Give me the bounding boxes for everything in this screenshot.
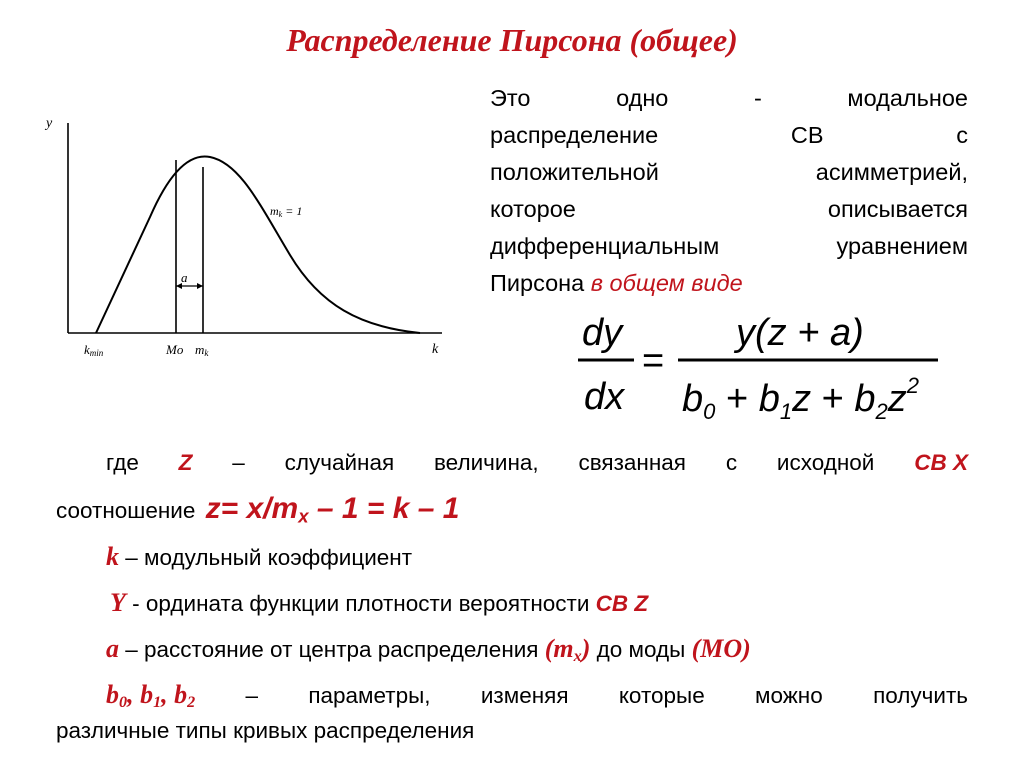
distribution-graph [40, 105, 460, 375]
description-word: СВ [790, 122, 824, 148]
description-word: распределение [490, 122, 659, 148]
description-line [490, 191, 968, 228]
mk-label: mk [195, 342, 209, 358]
description-lines [490, 80, 968, 265]
description-line [490, 228, 968, 265]
curve-param-label: mk = 1 [270, 204, 303, 219]
where-line-word: связанная [578, 450, 686, 475]
description-word: дифференциальным [490, 233, 720, 259]
description-word: Это [490, 85, 531, 111]
relation-prefix: соотношение [56, 498, 196, 523]
slide-title: Распределение Пирсона (общее) [286, 22, 738, 58]
description-line [490, 117, 968, 154]
a-text-1: – расстояние от центра распределения [119, 637, 545, 662]
where-line-word: СВ X [914, 450, 968, 475]
distribution-curve [96, 156, 420, 333]
description-line [490, 80, 968, 117]
x-axis-label: k [432, 342, 439, 357]
lhs-numerator: dy [582, 312, 623, 354]
definition-line-2 [56, 492, 968, 526]
y-axis-label: y [46, 116, 53, 131]
description-paragraph [490, 80, 968, 302]
where-line [56, 450, 968, 476]
description-word: модальное [847, 85, 968, 111]
lhs-denominator: dx [584, 376, 625, 418]
description-line [490, 154, 968, 191]
b-line-word: параметры, [308, 683, 431, 708]
description-word: положительной [490, 159, 659, 185]
b-line [56, 680, 968, 710]
equals-sign: = [642, 340, 665, 382]
a-label: a [181, 270, 188, 285]
k-text: – модульный коэффициент [119, 545, 413, 570]
where-line-word: Z [178, 450, 193, 475]
b-line-word: – [245, 683, 259, 708]
description-word: описывается [827, 196, 968, 222]
mo-symbol: (МО) [691, 634, 751, 663]
k-definition [56, 542, 1018, 572]
rhs-numerator: y(z + a) [736, 312, 864, 354]
y-symbol: Y [110, 588, 126, 617]
a-symbol: a [106, 634, 119, 663]
general-form-phrase: в общем виде [590, 270, 743, 296]
description-last-word: Пирсона [490, 270, 585, 296]
k-symbol: k [106, 542, 119, 571]
definition-line-1 [56, 450, 968, 476]
y-text-tail: СВ Z [595, 591, 649, 616]
pearson-equation [570, 305, 950, 435]
where-line-word: величина, [433, 450, 539, 475]
mode-label: Mo [166, 342, 184, 357]
relation-equation: $z= x/m_x - 1 = k - 1$ [205, 492, 460, 527]
y-text: - ордината функции плотности вероятности [125, 591, 596, 616]
description-word: уравнением [836, 233, 968, 259]
description-word: одно [616, 85, 669, 111]
b-definition [56, 680, 968, 744]
description-word: асимметрией, [815, 159, 968, 185]
b-line-word: получить [873, 683, 968, 708]
description-word: - [753, 85, 762, 111]
description-word: которое [490, 196, 576, 222]
kmin-label: kmin [84, 342, 104, 358]
description-word: с [956, 122, 968, 148]
y-definition [56, 588, 1018, 618]
where-line-word: – [232, 450, 245, 475]
where-line-word: с [725, 450, 738, 475]
b-last-line: различные типы кривых распределения [56, 718, 475, 743]
where-line-word: исходной [776, 450, 875, 475]
b-line-word: изменяя [480, 683, 569, 708]
a-text-2: до моды [590, 637, 692, 662]
rhs-denominator: $b_0 + b_1z + b_2z^2$ [682, 373, 920, 424]
mx-symbol: $(m_x)$ [544, 634, 591, 666]
a-definition [56, 634, 1018, 664]
b-line-word: можно [755, 683, 823, 708]
arrow-right-icon [197, 283, 203, 289]
b-params-symbols: $b_0$, $b_1$, $b_2$ [106, 680, 196, 712]
where-line-word: где [106, 450, 139, 475]
description-last-line [490, 265, 968, 302]
where-line-word: случайная [284, 450, 395, 475]
b-line-word: которые [618, 683, 705, 708]
